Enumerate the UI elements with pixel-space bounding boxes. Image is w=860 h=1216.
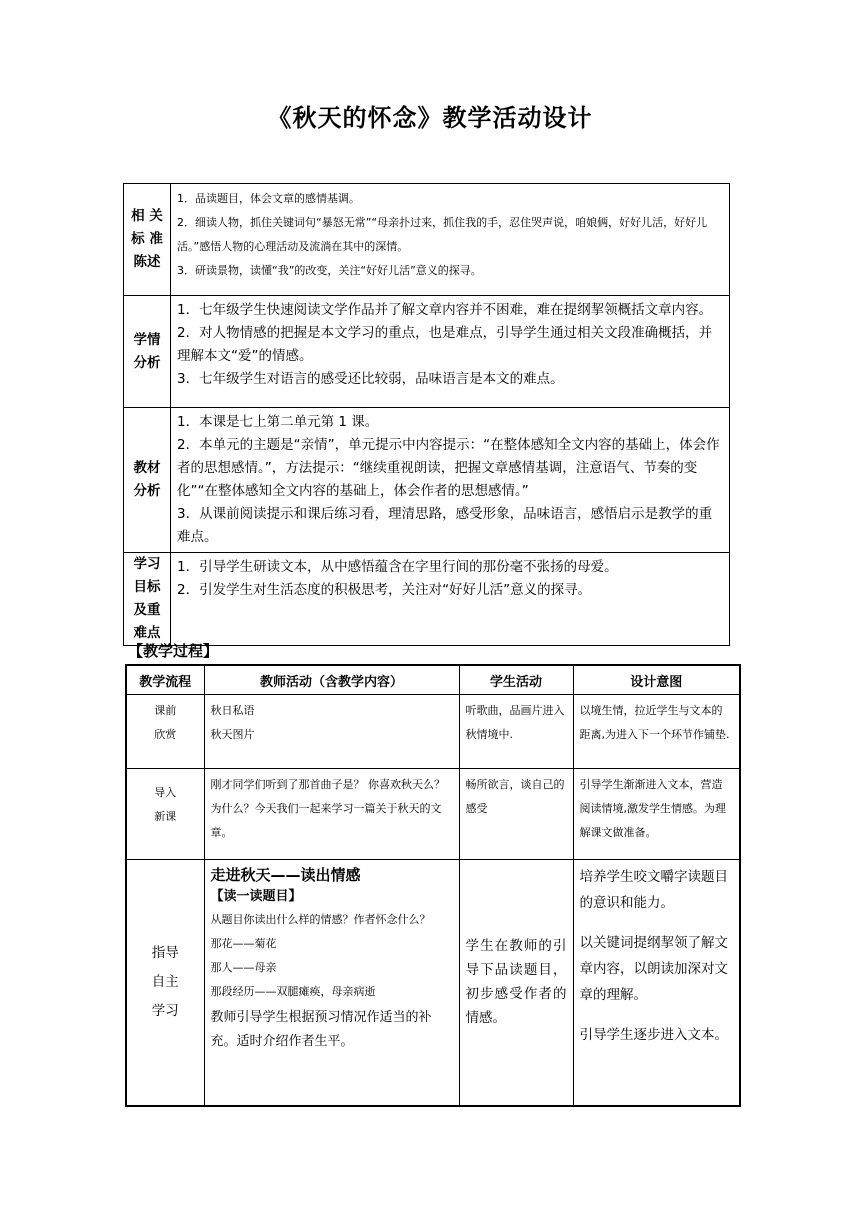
sub-title: 【读一读题目】	[210, 889, 302, 904]
intent-cell: 以境生情，拉近学生与文本的距离,为进入下一个环节作铺垫.	[573, 695, 740, 769]
process-table	[125, 664, 741, 1107]
intent-cell: 培养学生咬文嚼字读题目的意识和能力。 以关键词提纲挈领了解文章内容，以朗读加深对文章的理解。 引导学生逐步进入文本。	[573, 860, 740, 1106]
intent-cell: 引导学生渐渐进入文本，营造阅读情境,激发学生情感。为理解课文做准备。	[573, 769, 740, 860]
teacher-cell: 刚才同学们听到了那首曲子是？ 你喜欢秋天么？为什么？今天我们一起来学习一篇关于秋天的文章。	[204, 769, 459, 860]
student-cell: 听歌曲，品画片进入秋情境中.	[459, 695, 573, 769]
flow-cell: 指导 自主 学习	[126, 860, 204, 1106]
row-label: 教材 分析	[124, 408, 171, 553]
row-content: 1．品读题目，体会文章的感情基调。 2．细读人物，抓住关键词句“暴怒无常”“母亲扑过来，抓住我的手，忍住哭声说，咱娘俩，好好儿活，好好儿活。”感悟人物的心理活动及流淌在其中的深情。 3．研读景物，读懂“我”的改变，关注“好好儿活”意义的探寻。	[171, 184, 730, 296]
process-section-label: 【教学过程】	[128, 642, 219, 660]
student-cell: 畅所欲言，谈自己的感受	[459, 769, 573, 860]
header-teacher: 教师活动（含教学内容）	[204, 665, 459, 695]
process-row-intro	[126, 769, 740, 860]
row-label: 学情 分析	[124, 296, 171, 408]
page-title: 《秋天的怀念》教学活动设计	[267, 104, 593, 132]
process-row-self-study	[126, 860, 740, 1106]
header-student: 学生活动	[459, 665, 573, 695]
flow-cell: 课前 欣赏	[126, 695, 204, 769]
overview-row-students	[124, 296, 730, 408]
teacher-cell: 走进秋天——读出情感 【读一读题目】 从题目你读出什么样的情感？作者怀念什么？ 那花——菊花 那人——母亲 那段经历——双腿瘫痪，母亲病逝 教师引导学生根据预习情况作适当的补充。适时介绍作者生平。	[204, 860, 459, 1106]
overview-row-standards	[124, 184, 730, 296]
overview-row-textbook	[124, 408, 730, 553]
row-content: 1．引导学生研读文本，从中感悟蕴含在字里行间的那份毫不张扬的母爱。 2．引发学生对生活态度的积极思考，关注对“好好儿活”意义的探寻。	[171, 553, 730, 646]
overview-table	[123, 183, 730, 646]
row-content: 1．七年级学生快速阅读文学作品并了解文章内容并不困难，难在提纲挈领概括文章内容。 2．对人物情感的把握是本文学习的重点，也是难点，引导学生通过相关文段准确概括，并理解本文“爱”的情感。 3．七年级学生对语言的感受还比较弱，品味语言是本文的难点。	[171, 296, 730, 408]
row-label: 学习 目标 及重 难点	[124, 553, 171, 646]
overview-row-objectives	[124, 553, 730, 646]
teacher-cell: 秋日私语 秋天图片	[204, 695, 459, 769]
section-title: 走进秋天——读出情感	[210, 866, 361, 884]
row-label: 相 关 标 准 陈述	[124, 184, 171, 296]
process-row-preclass	[126, 695, 740, 769]
row-content: 1．本课是七上第二单元第 1 课。 2．本单元的主题是“亲情”，单元提示中内容提示：“在整体感知全文内容的基础上，体会作者的思想感情。”，方法提示：“继续重视朗读，把握文章感情基调，注意语气、节奏的变化”“在整体感知全文内容的基础上，体会作者的思想感情。” 3．从课前阅读提示和课后练习看，理清思路，感受形象，品味语言，感悟启示是教学的重难点。	[171, 408, 730, 553]
header-intent: 设计意图	[573, 665, 740, 695]
flow-cell: 导入 新课	[126, 769, 204, 860]
header-flow: 教学流程	[126, 665, 204, 695]
student-cell: 学生在教师的引导下品读题目，初步感受作者的情感。	[459, 860, 573, 1106]
process-header-row	[126, 665, 740, 695]
